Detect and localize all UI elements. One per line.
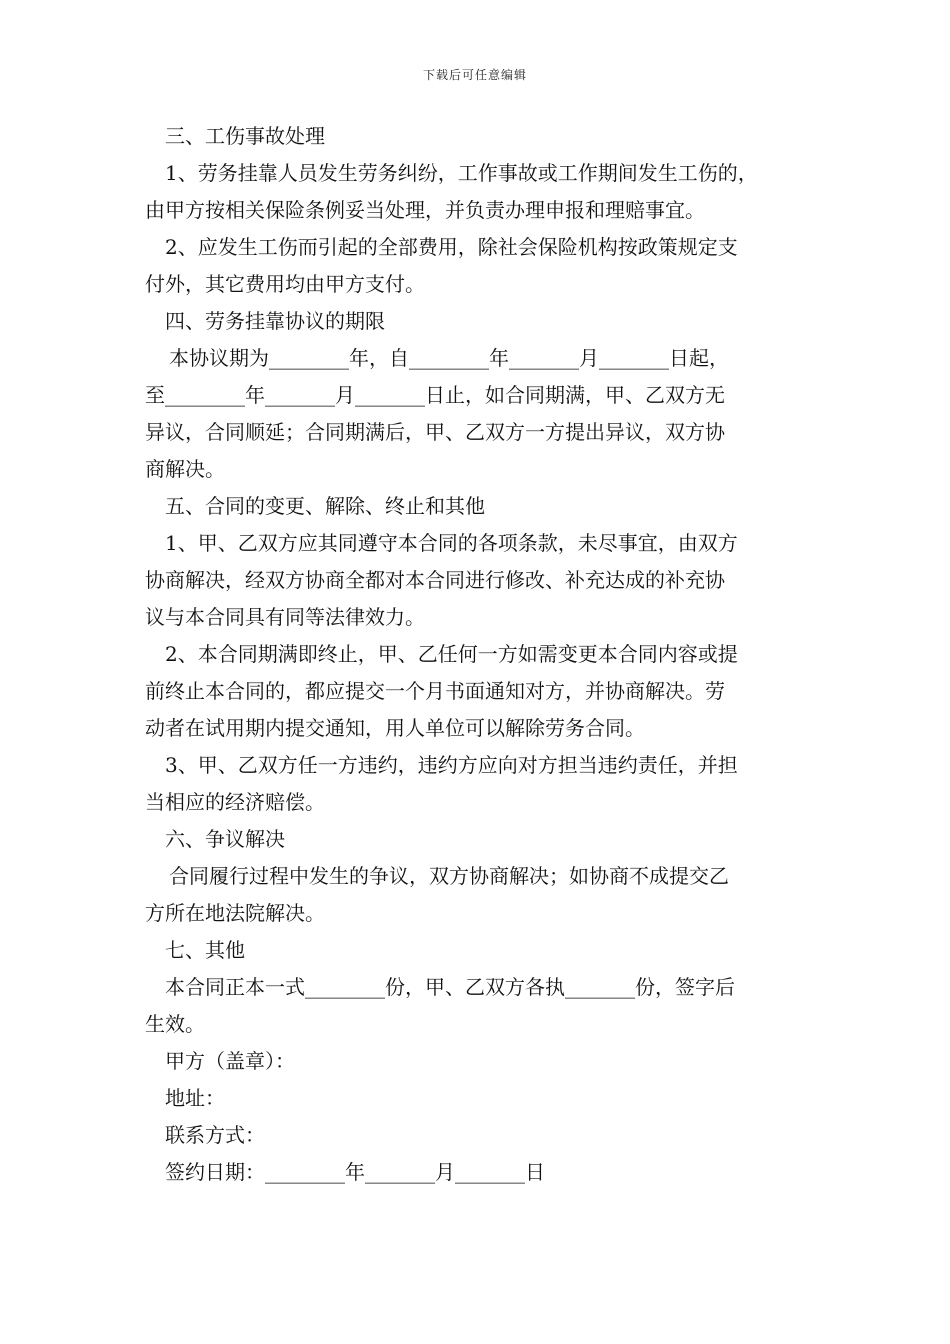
paragraph-line: 前终止本合同的，都应提交一个月书面通知对方，并协商解决。劳	[145, 679, 725, 703]
section-heading-term: 四、劳务挂靠协议的期限	[165, 309, 385, 333]
paragraph-line: 1、劳务挂靠人员发生劳务纠纷，工作事故或工作期间发生工伤的，	[165, 161, 758, 185]
paragraph-line: 当相应的经济赔偿。	[145, 790, 325, 814]
paragraph-line: 议与本合同具有同等法律效力。	[145, 605, 425, 629]
paragraph-line: 1、甲、乙双方应其同遵守本合同的各项条款，未尽事宜，由双方	[165, 531, 738, 555]
signature-party-a: 甲方（盖章）：	[165, 1049, 295, 1073]
paragraph-line: 协商解决，经双方协商全都对本合同进行修改、补充达成的补充协	[145, 568, 725, 592]
section-heading-other: 七、其他	[165, 938, 245, 962]
paragraph-line: 付外，其它费用均由甲方支付。	[145, 272, 425, 296]
section-heading-work-injury: 三、工伤事故处理	[165, 124, 325, 148]
signature-contact: 联系方式：	[165, 1123, 265, 1147]
document-body	[145, 118, 825, 1191]
paragraph-line: 商解决。	[145, 457, 225, 481]
paragraph-line: 3、甲、乙双方任一方违约，违约方应向对方担当违约责任，并担	[165, 753, 738, 777]
paragraph-line: 方所在地法院解决。	[145, 901, 325, 925]
section-heading-disputes: 六、争议解决	[165, 827, 285, 851]
paragraph-line: 2、本合同期满即终止，甲、乙任何一方如需变更本合同内容或提	[165, 642, 738, 666]
paragraph-line: 由甲方按相关保险条例妥当处理，并负责办理申报和理赔事宜。	[145, 198, 705, 222]
signature-address: 地址：	[165, 1086, 225, 1110]
signature-date: 签约日期：________年_______月_______日	[165, 1160, 545, 1184]
paragraph-line: 生效。	[145, 1012, 205, 1036]
paragraph-line: 本协议期为________年，自________年_______月_______日起，	[169, 346, 729, 370]
paragraph-line: 本合同正本一式________份，甲、乙双方各执_______份，签字后	[165, 975, 735, 999]
paragraph-line: 异议，合同顺延；合同期满后，甲、乙双方一方提出异议，双方协	[145, 420, 725, 444]
paragraph-line: 动者在试用期内提交通知，用人单位可以解除劳务合同。	[145, 716, 645, 740]
paragraph-line: 至________年_______月_______日止，如合同期满，甲、乙双方无	[145, 383, 725, 407]
paragraph-line: 合同履行过程中发生的争议，双方协商解决；如协商不成提交乙	[169, 864, 729, 888]
section-heading-changes: 五、合同的变更、解除、终止和其他	[165, 494, 485, 518]
header-note: 下载后可任意编辑	[422, 68, 527, 82]
paragraph-line: 2、应发生工伤而引起的全部费用，除社会保险机构按政策规定支	[165, 235, 738, 259]
